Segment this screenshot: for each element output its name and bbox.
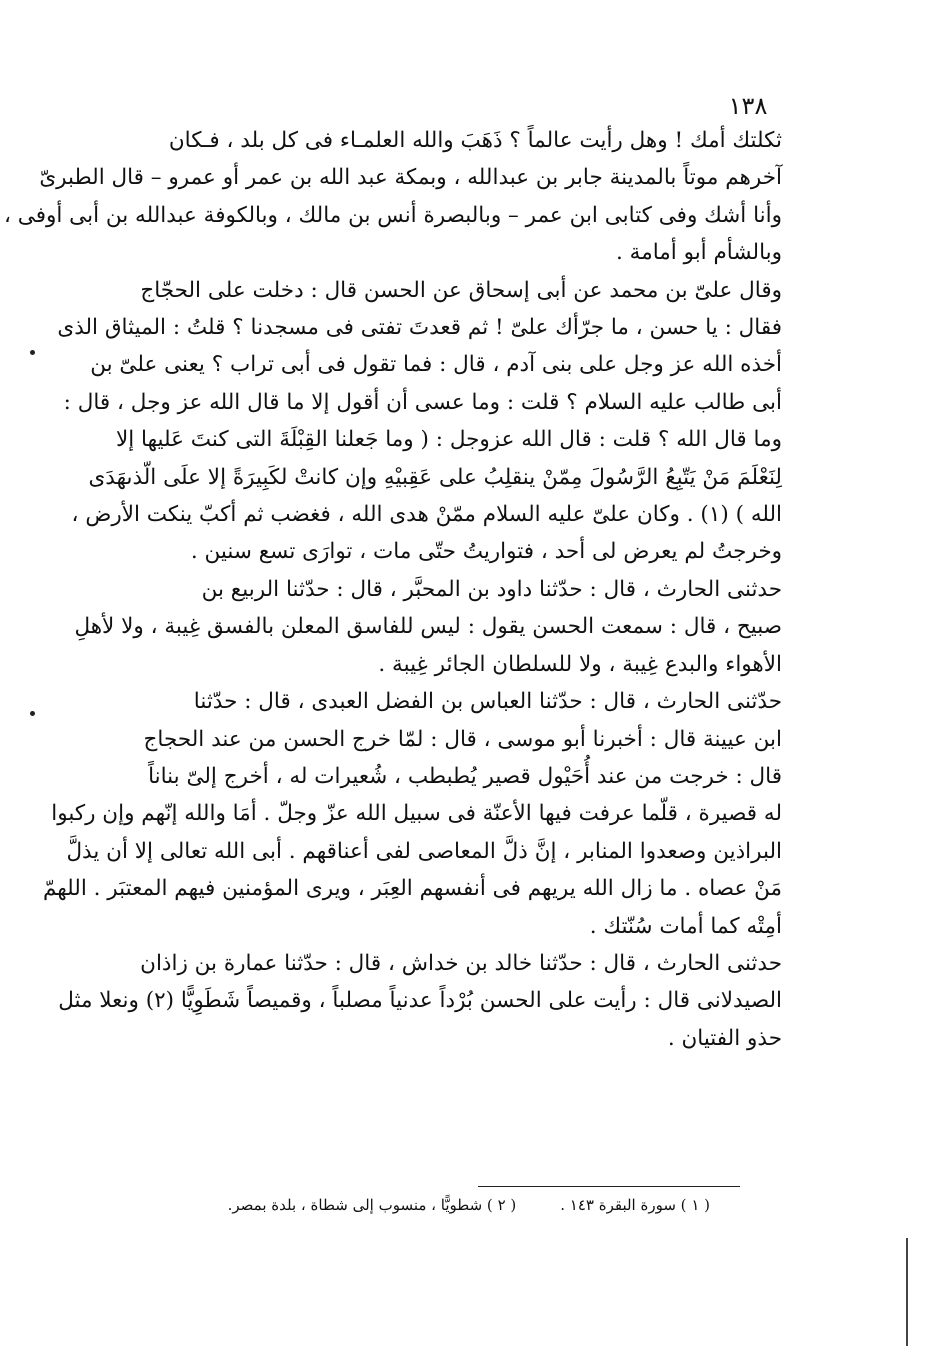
footnote-2: ( ٢ ) شطويًّا ، منسوب إلى شطاة ، بلدة بمصر. [227, 1196, 517, 1214]
text-line: لِنَعْلَمَ مَنْ يَتّبِعُ الرَّسُولَ مِمّنْ ينقلِبُ على عَقِبيْهِ وإن كانتْ لكَبِيرَةً إلا علَى الّذىهَدَى [88, 464, 782, 490]
text-line: وبالشأم أبو أمامة . [616, 240, 782, 266]
margin-mark [30, 711, 35, 716]
footnotes [190, 1196, 710, 1214]
page-edge-line [906, 1238, 908, 1346]
footnote-divider [478, 1186, 740, 1187]
footnote-1: ( ١ ) سورة البقرة ١٤٣ . [560, 1196, 710, 1214]
text-line: حدثنى الحارث ، قال : حدّثنا داود بن المحبَّر ، قال : حدّثنا الربيع بن [201, 576, 782, 602]
text-line: مَنْ عصاه . ما زال الله يريهم فى أنفسهم العِبَر ، ويرى المؤمنين فيهم المعتبَر . اللهمّ [42, 876, 782, 902]
margin-mark [30, 350, 35, 355]
text-line: أخذه الله عز وجل على بنى آدم ، قال : فما تقول فى أبى تراب ؟ يعنى علىّ بن [90, 352, 782, 378]
text-line: وأنا أشك وفى كتابى ابن عمر – وبالبصرة أنس بن مالك ، وبالكوفة عبدالله بن أبى أوفى ، [4, 202, 782, 228]
body-text [4, 122, 782, 1057]
text-line: الله ) (١) . وكان علىّ عليه السلام ممّنْ هدى الله ، فغضب ثم أكبّ ينكت الأرض ، [71, 502, 782, 528]
text-line: ثكلتك أمك ! وهل رأيت عالماً ؟ ذَهَبَ والله العلمـاء فى كل بلد ، فـكان [168, 128, 782, 153]
text-line: حدثنى الحارث ، قال : حدّثنا خالد بن خداش ، قال : حدّثنا عمارة بن زاذان [140, 950, 782, 976]
page-number: ١٣٨ [728, 92, 768, 120]
text-line: البراذين وصعدوا المنابر ، إنَّ ذلَّ المعاصى لفى أعناقهم . أبى الله تعالى إلا أن يذلَّ [66, 838, 782, 864]
text-line: وخرجتُ لم يعرض لى أحد ، فتواريتُ حتّى مات ، توارَى تسع سنين . [190, 539, 782, 565]
text-line: فقال : يا حسن ، ما جرّأك علىّ ! ثم قعدتَ تفتى فى مسجدنا ؟ قلتُ : الميثاق الذى [57, 315, 782, 341]
text-line: وقال علىّ بن محمد عن أبى إسحاق عن الحسن قال : دخلت على الحجّاج [140, 277, 782, 303]
text-line: أبى طالب عليه السلام ؟ قلت : وما عسى أن أقول إلا ما قال الله عز وجل ، قال : [63, 389, 782, 415]
text-line: الصيدلانى قال : رأيت على الحسن بُرْداً عدنياً مصلباً ، وقميصاً شَطَوِيًّا (٢) ونعلا مثل [58, 988, 782, 1014]
text-line: ابن عيينة قال : أخبرنا أبو موسى ، قال : لمّا خرج الحسن من عند الحجاج [143, 726, 782, 752]
text-line: له قصيرة ، قلّما عرفت فيها الأعنّة فى سبيل الله عزّ وجلّ . أمَا والله إنّهم وإن ركبوا [51, 801, 782, 827]
text-line: حدّثنى الحارث ، قال : حدّثنا العباس بن الفضل العبدى ، قال : حدّثنا [193, 689, 782, 715]
text-line: صبيح ، قال : سمعت الحسن يقول : ليس للفاسق المعلن بالفسق غِيبة ، ولا لأهلِ [74, 614, 782, 640]
text-line: الأهواء والبدع غِيبة ، ولا للسلطان الجائر غِيبة . [378, 651, 782, 677]
text-line: قال : خرجت من عند أُحَيْول قصير يُطبطب ، شُعيرات له ، أخرج إلىّ بناناً [148, 763, 782, 789]
text-line: آخرهم موتاً بالمدينة جابر بن عبدالله ، وبمكة عبد الله بن عمر أو عمرو – قال الطبرىّ [39, 165, 782, 191]
text-line: وما قال الله ؟ قلت : قال الله عزوجل : ( وما جَعلنا القِبْلَةَ التى كنتَ عَليها إلا [115, 427, 782, 453]
text-line: أمِتْه كما أمات سُنّتك . [589, 913, 782, 939]
text-line: حذو الفتيان . [667, 1025, 782, 1051]
